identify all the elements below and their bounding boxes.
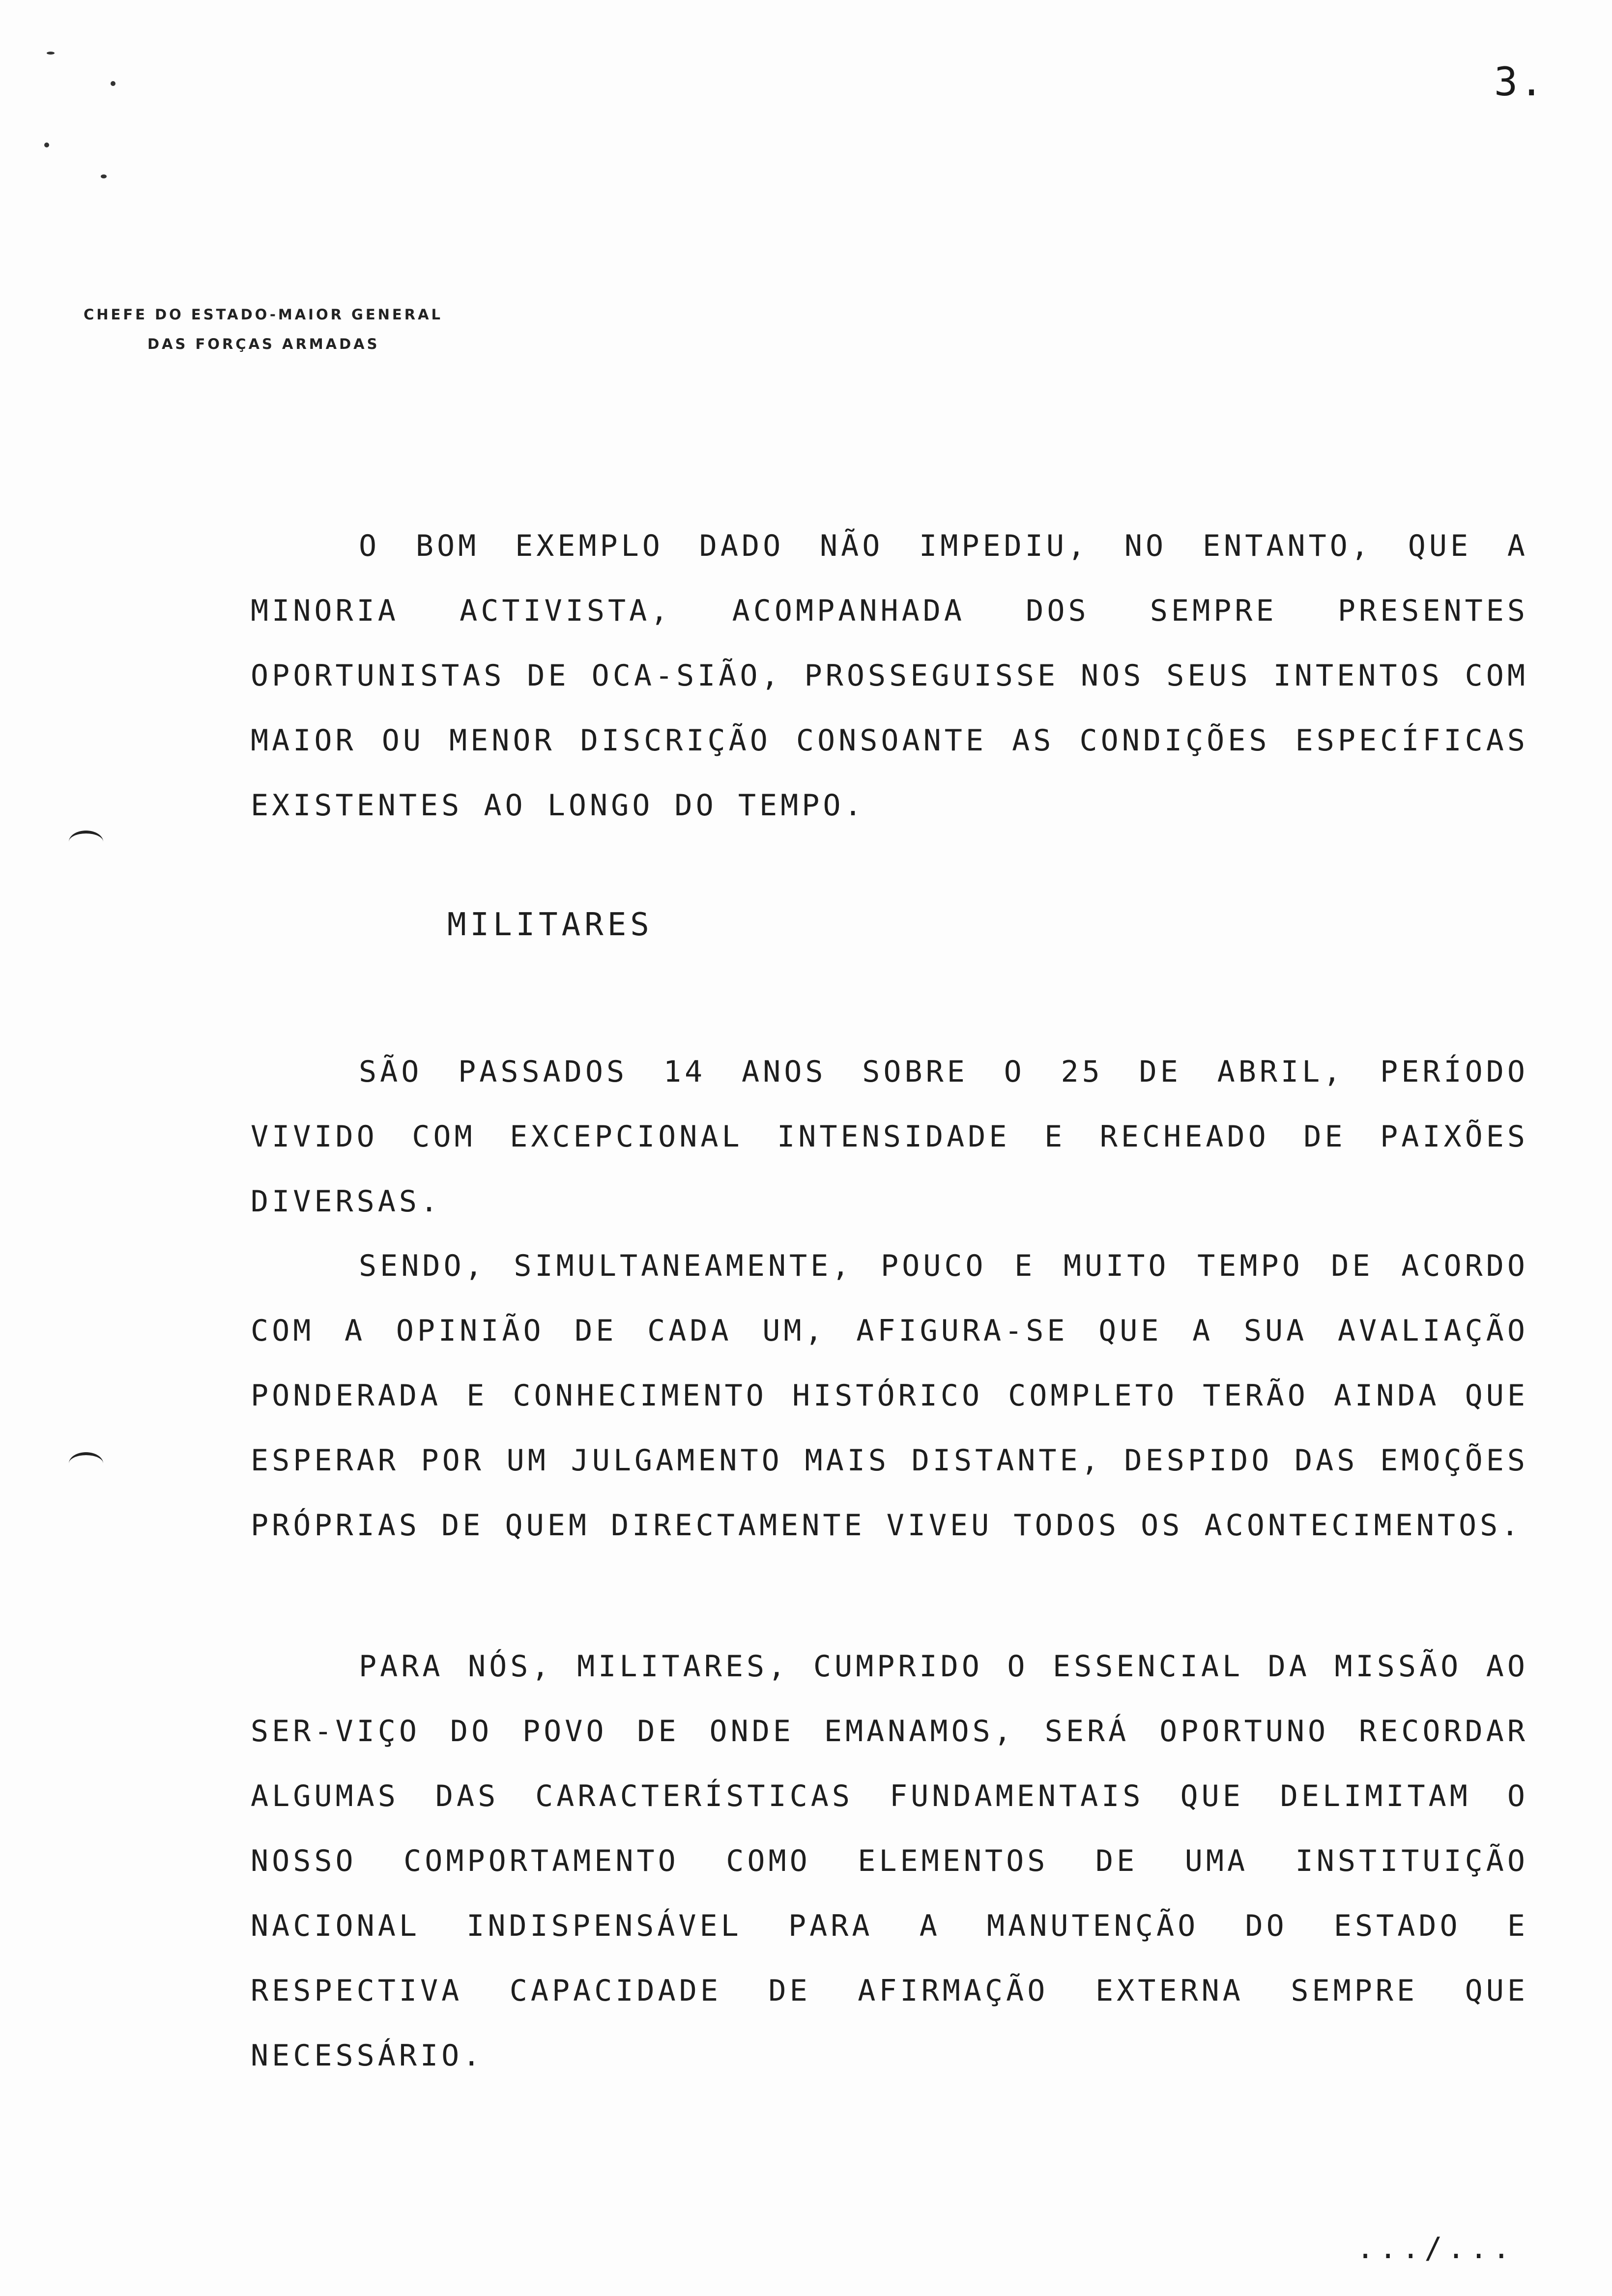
scan-speck (47, 52, 55, 55)
letterhead-line-1: CHEFE DO ESTADO-MAIOR GENERAL (84, 306, 443, 323)
punch-hole-mark-lower (69, 1452, 103, 1475)
page-number: 3. (1494, 59, 1546, 105)
scan-speck (44, 143, 49, 147)
paragraph-1-text: O BOM EXEMPLO DADO NÃO IMPEDIU, NO ENTANTO, QUE A MINORIA ACTIVISTA, ACOMPANHADA DOS SEMPRE PRESENTES OPORTUNISTAS DE OCA-SIÃO, PROSSEGUISSE NOS SEUS INTENTOS COM MAIOR OU MENOR DISCRIÇÃO CONSOANTE AS CONDIÇÕES ESPECÍFICAS EXISTENTES AO LONGO DO TEMPO. (251, 529, 1528, 823)
letterhead-line-2: DAS FORÇAS ARMADAS (147, 336, 380, 352)
continuation-marker: .../... (1356, 2231, 1515, 2266)
paragraph-25-de-abril (251, 1039, 1528, 1234)
section-heading-militares: MILITARES (447, 907, 653, 943)
paragraph-minoria-activista (251, 514, 1528, 838)
scan-speck (101, 174, 107, 178)
scan-speck (111, 81, 115, 86)
letterhead (84, 300, 443, 359)
paragraph-militares-missao (251, 1634, 1528, 2088)
paragraph-3-text: SENDO, SIMULTANEAMENTE, POUCO E MUITO TEMPO DE ACORDO COM A OPINIÃO DE CADA UM, AFIGURA-SE QUE A SUA AVALIAÇÃO PONDERADA E CONHECIMENTO HISTÓRICO COMPLETO TERÃO AINDA QUE ESPERAR POR UM JULGAMENTO MAIS DISTANTE, DESPIDO DAS EMOÇÕES PRÓPRIAS DE QUEM DIRECTAMENTE VIVEU TODOS OS ACONTECIMENTOS. (251, 1249, 1528, 1543)
paragraph-4-text: PARA NÓS, MILITARES, CUMPRIDO O ESSENCIAL DA MISSÃO AO SER-VIÇO DO POVO DE ONDE EMANAMOS, SERÁ OPORTUNO RECORDAR ALGUMAS DAS CARACTERÍSTICAS FUNDAMENTAIS QUE DELIMITAM O NOSSO COMPORTAMENTO COMO ELEMENTOS DE UMA INSTITUIÇÃO NACIONAL INDISPENSÁVEL PARA A MANUTENÇÃO DO ESTADO E RESPECTIVA CAPACIDADE DE AFIRMAÇÃO EXTERNA SEMPRE QUE NECESSÁRIO. (251, 1649, 1528, 2073)
paragraph-avaliacao (251, 1234, 1528, 1558)
paragraph-2-text: SÃO PASSADOS 14 ANOS SOBRE O 25 DE ABRIL, PERÍODO VIVIDO COM EXCEPCIONAL INTENSIDADE E RECHEADO DE PAIXÕES DIVERSAS. (251, 1055, 1528, 1219)
punch-hole-mark-upper (69, 831, 103, 853)
